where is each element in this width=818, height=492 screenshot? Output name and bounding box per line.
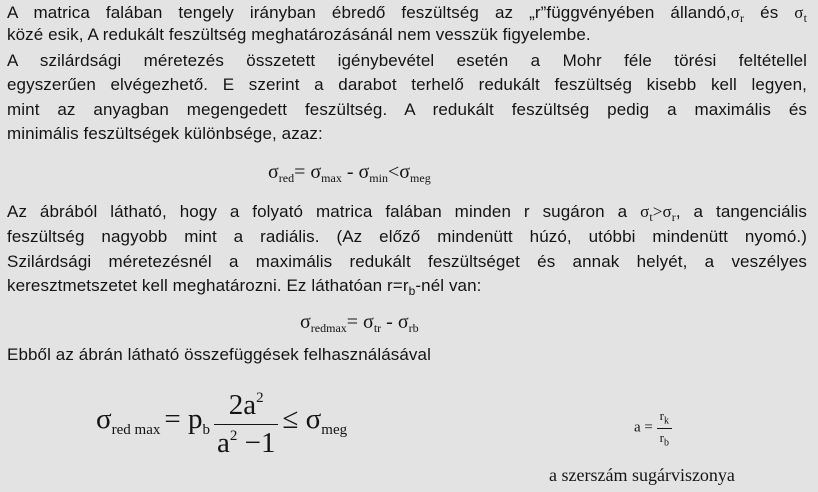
main-formula: $\sigma_{red max} = p_b$ $\frac{2a^2}{a^2 -1}$ ≤ $\sigma_{meg}$ bbox=[96, 389, 348, 459]
formula-fraction: $\frac{2a^2}{a^2 -1}$ bbox=[214, 389, 278, 460]
para3-line-1: Az ábrából látható, hogy a folyató matrica falában minden r sugáron a $\sigma_t>\sigma_r$, a tangenciális bbox=[7, 202, 807, 224]
para3-line-3: Szilárdsági méretezésnél a maximális redukált feszültséget és annak helyét, a veszélyes bbox=[7, 252, 807, 271]
equation-max-reduced-stress: $\sigma_{redmax}= \sigma_{tr} - \sigma_{rb}$ bbox=[300, 311, 419, 335]
para2-line-2: egyszerűen elvégezhető. E szerint a darabot terhelő redukált feszültség kisebb kell legyen, bbox=[7, 75, 807, 94]
intro-line-1: A matrica falában tengely irányban ébredő feszültség az „r”függvényében $állandó,\sigma_r$ és $\sigma_t$ bbox=[7, 3, 807, 25]
para3-line-4: keresztmetszetet kell meghatározni. Ez láthatóan $r=r_b$-nél van: bbox=[7, 276, 482, 298]
para2-line-1: A szilárdsági méretezés összetett igénybevétel esetén a Mohr féle törési feltétellel bbox=[7, 51, 807, 70]
sigma-t: $\sigma_t$ bbox=[794, 3, 807, 25]
para4-line: Ebből az ábrán látható összefüggések felhasználásával bbox=[7, 345, 431, 364]
sigma-r: $\sigma_r$ bbox=[730, 3, 745, 25]
para2-line-3: mint az anyagban megengedett feszültség. A redukált feszültség pedig a maximális és bbox=[7, 100, 807, 119]
ratio-definition: a = $\frac{r_k}{r_b}$ bbox=[634, 408, 672, 448]
equation-reduced-stress: $\sigma_{red}= \sigma_{max} - \sigma_{min}<\sigma_{meg}$ bbox=[268, 161, 431, 185]
para2-line-4: minimális feszültségek különbsége, azaz: bbox=[7, 124, 323, 143]
para3-line-2: feszültség nagyobb mint a radiális. (Az előző mindenütt húzó, utóbbi mindenütt nyomó.) bbox=[7, 227, 807, 246]
intro-line-2: közé esik, A redukált feszültség meghatározásánál nem vesszük figyelembe. bbox=[7, 25, 591, 44]
ratio-caption: a szerszám sugárviszonya bbox=[549, 465, 735, 485]
